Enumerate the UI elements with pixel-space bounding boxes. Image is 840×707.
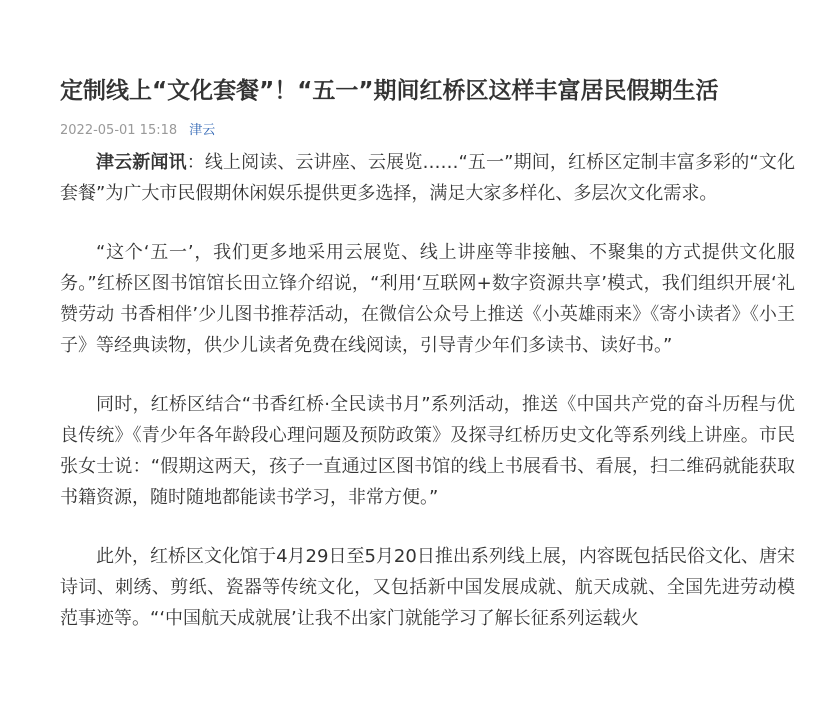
article: [60, 0, 795, 662]
article-body: [60, 147, 795, 634]
source-link[interactable]: 津云: [189, 123, 216, 138]
article-title: 定制线上“文化套餐”！“五一”期间红桥区这样丰富居民假期生活: [60, 78, 719, 104]
lead-label: 津云新闻讯: [96, 152, 187, 173]
publish-date: 2022-05-01 15:18: [60, 123, 178, 138]
paragraph-1-text: ：线上阅读、云讲座、云展览……“五一”期间，红桥区定制丰富多彩的“文化套餐”为广大市民假期休闲娱乐提供更多选择，满足大家多样化、多层次文化需求。: [60, 152, 795, 204]
article-meta: [60, 121, 795, 141]
paragraph-1: [60, 147, 795, 209]
paragraph-3: 同时，红桥区结合“书香红桥·全民读书月”系列活动，推送《中国共产党的奋斗历程与优良传统》《青少年各年龄段心理问题及预防政策》及探寻红桥历史文化等系列线上讲座。市民张女士说：“假期这两天，孩子一直通过区图书馆的线上书展看书、看展，扫二维码就能获取书籍资源，随时随地都能读书学习，非常方便。”: [60, 394, 795, 508]
paragraph-2: “这个‘五一’，我们更多地采用云展览、线上讲座等非接触、不聚集的方式提供文化服务。”红桥区图书馆馆长田立锋介绍说，“利用‘互联网+数字资源共享’模式，我们组织开展‘礼赞劳动 书香相伴’少儿图书推荐活动，在微信公众号上推送《小英雄雨来》《寄小读者》《小王子》等经典读物，供少儿读者免费在线阅读，引导青少年们多读书、读好书。”: [60, 242, 795, 356]
paragraph-4: 此外，红桥区文化馆于4月29日至5月20日推出系列线上展，内容既包括民俗文化、唐宋诗词、刺绣、剪纸、瓷器等传统文化，又包括新中国发展成就、航天成就、全国先进劳动模范事迹等。“‘中国航天成就展’让我不出家门就能学习了解长征系列运载火: [60, 546, 795, 629]
